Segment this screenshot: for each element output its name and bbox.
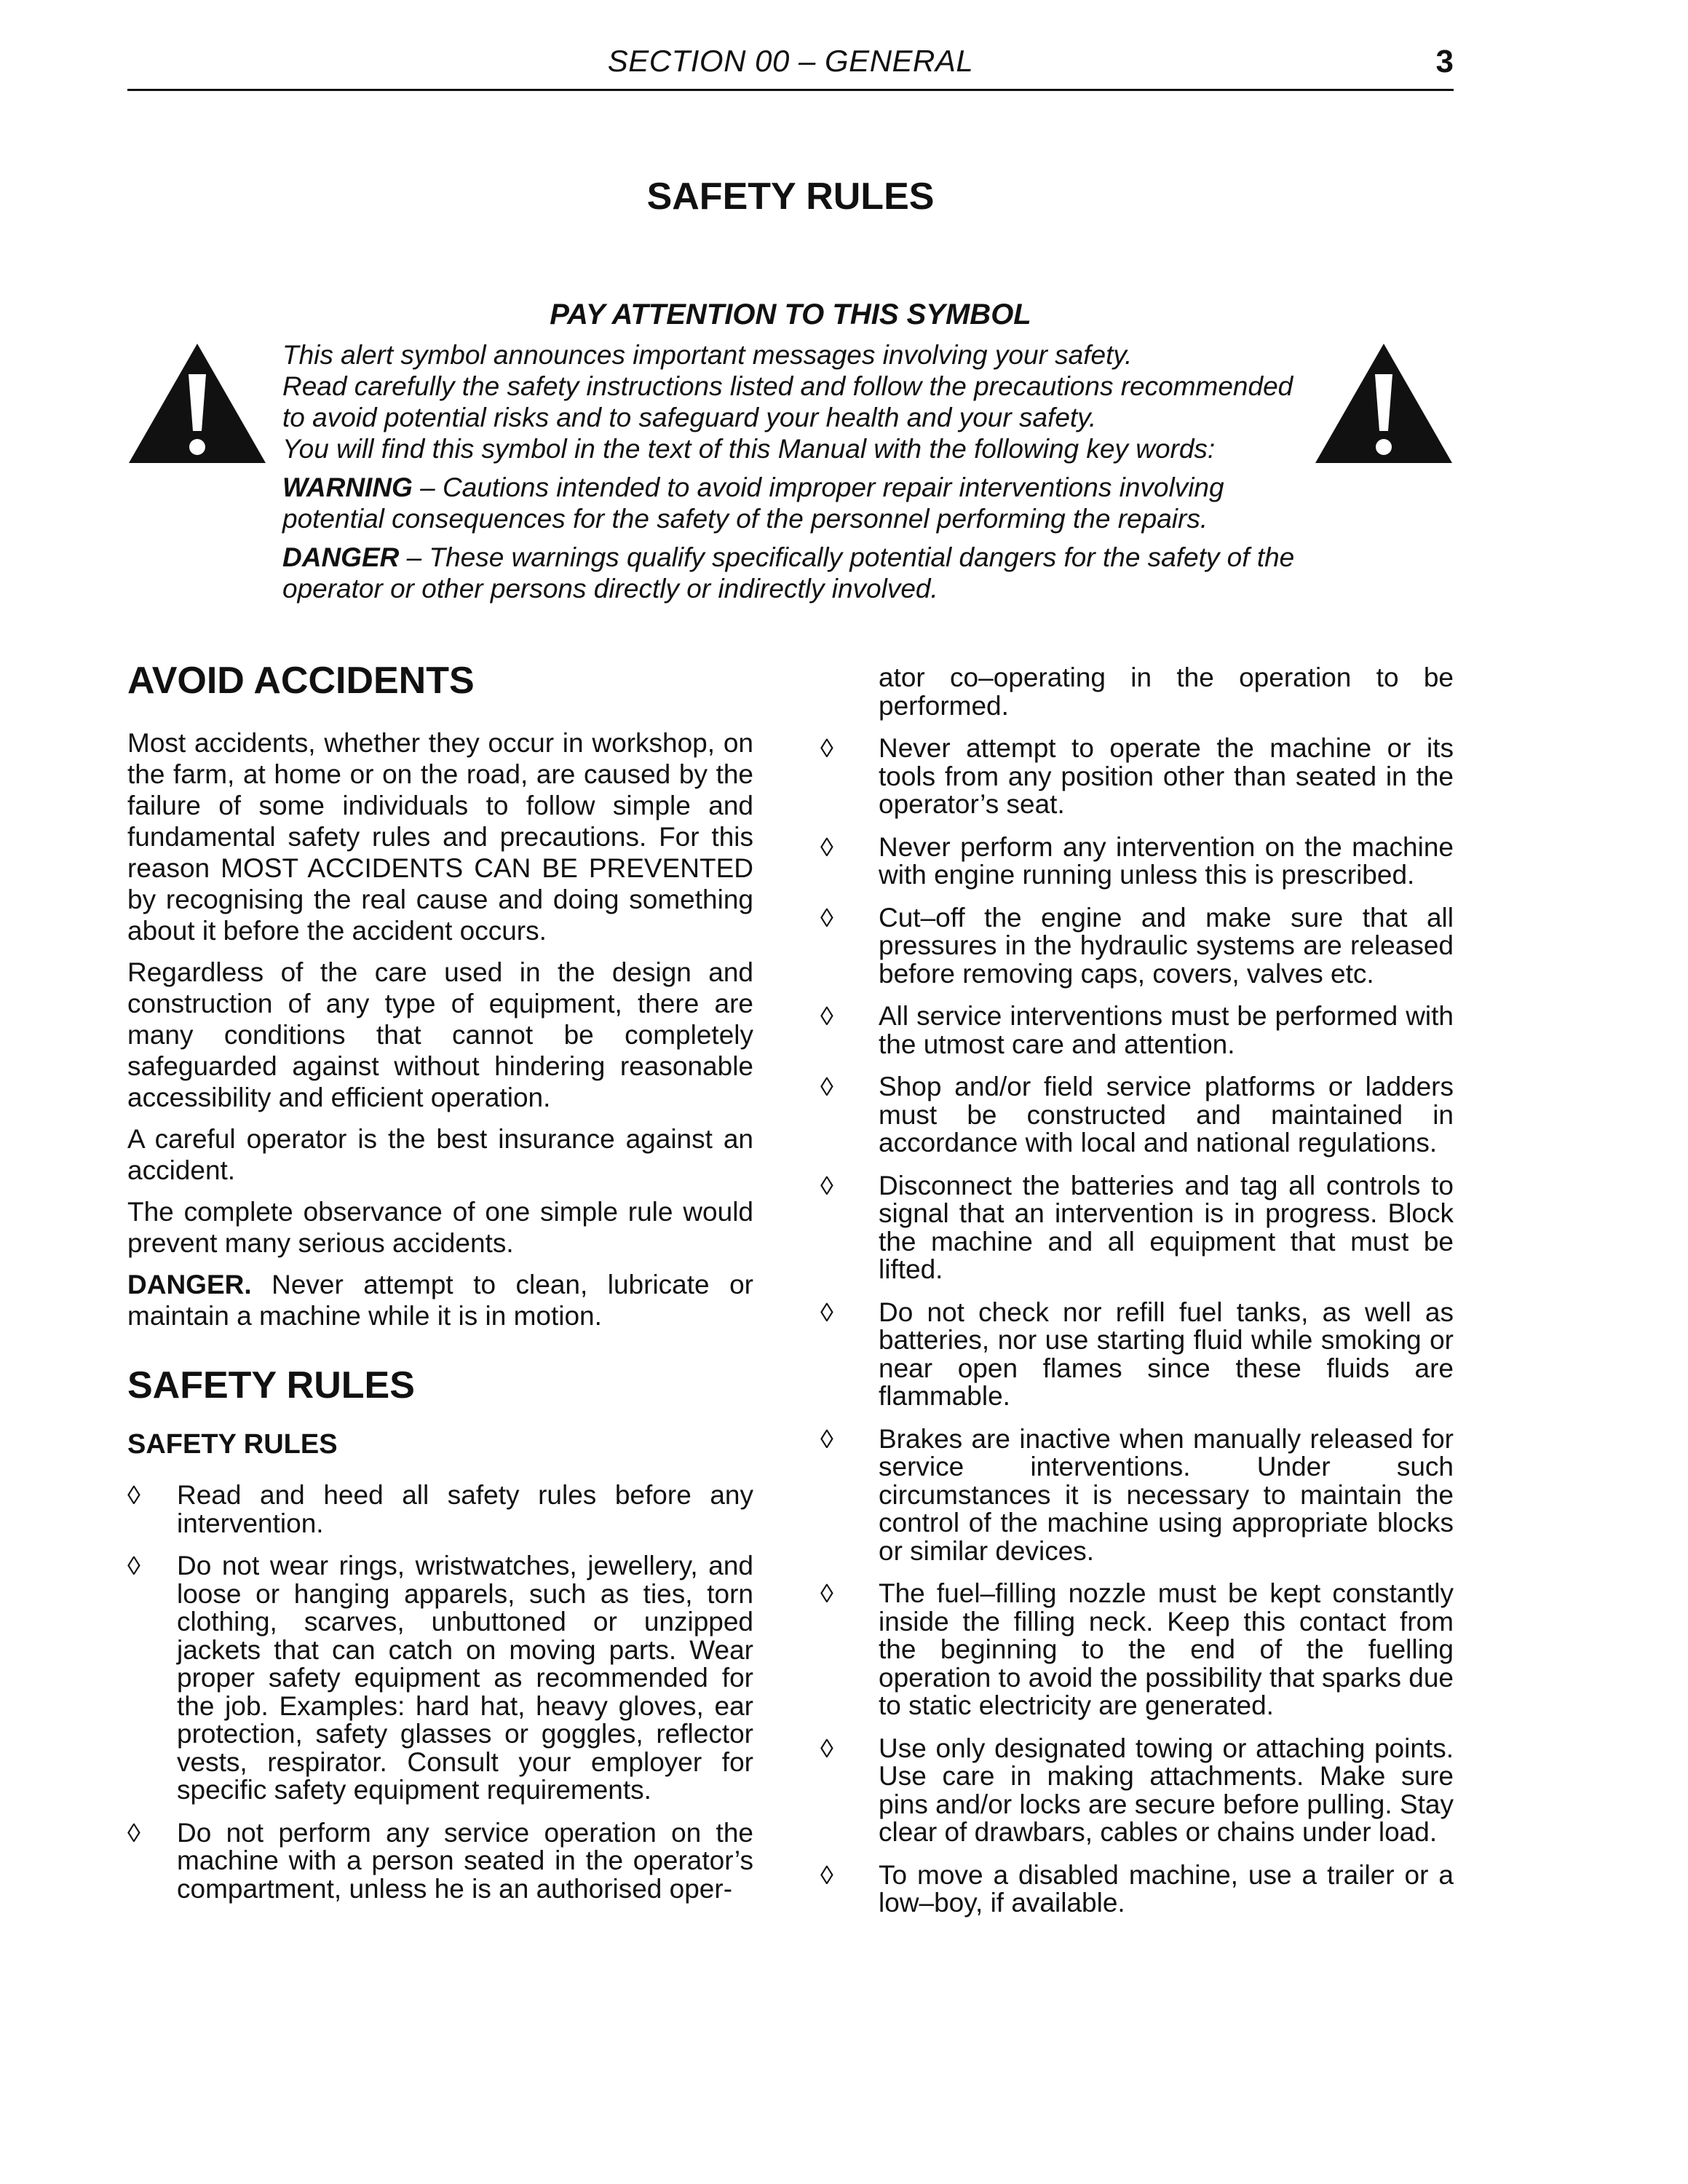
list-item bbox=[820, 1735, 1454, 1847]
list-item-text: Read and heed all safety rules before any intervention. bbox=[177, 1480, 753, 1538]
list-item-text: To move a disabled machine, use a trailer or a low–boy, if available. bbox=[879, 1859, 1454, 1918]
bullet-icon: ◊ bbox=[127, 1480, 140, 1510]
list-item-text: Shop and/or field service platforms or ladders must be constructed and maintained in accordance with local and national regulations. bbox=[879, 1072, 1454, 1158]
danger-text: Never attempt to clean, lubricate or maintain a machine while it is in motion. bbox=[127, 1270, 753, 1331]
safety-rules-heading: SAFETY RULES bbox=[127, 1364, 415, 1406]
warning-definition bbox=[282, 472, 1298, 534]
list-item-text: Brakes are inactive when manually released for service interventions. Under such circumstances it is necessary to maintain the control of the machine using appropriate blocks or similar devices. bbox=[879, 1423, 1454, 1566]
bullet-icon: ◊ bbox=[820, 1423, 833, 1454]
bullet-icon: ◊ bbox=[127, 1551, 140, 1580]
list-item bbox=[127, 1481, 753, 1538]
paragraph: A careful operator is the best insurance against an accident. bbox=[127, 1124, 753, 1185]
bullet-icon: ◊ bbox=[820, 902, 833, 933]
paragraph: The complete observance of one simple rule would prevent many serious accidents. bbox=[127, 1197, 753, 1258]
list-item bbox=[127, 1552, 753, 1805]
list-item-text: Never attempt to operate the machine or its tools from any position other than seated in the operator’s seat. bbox=[879, 733, 1454, 819]
bullet-icon: ◊ bbox=[820, 1001, 833, 1031]
list-item-text: Disconnect the batteries and tag all controls to signal that an intervention is in progress. Block the machine and all equipment that must be lifted. bbox=[879, 1170, 1454, 1284]
list-item-text: Do not wear rings, wristwatches, jewellery, and loose or hanging apparels, such as ties, torn clothing, scarves, unbuttoned or unzipped jackets that can catch on moving parts. Wear proper safety equipment as recommended for the job. Examples: hard hat, heavy gloves, ear protection, safety glasses or goggles, reflector vests, respirator. Consult your employer for specific safety equipment requirements. bbox=[177, 1551, 753, 1805]
warning-text: – Cautions intended to avoid improper repair interventions involving potential consequences for the safety of the personnel performing the repairs. bbox=[282, 472, 1224, 534]
list-item-text: Do not perform any service operation on the machine with a person seated in the operator’s compartment, unless he is an authorised oper- bbox=[177, 1817, 753, 1904]
bullet-icon: ◊ bbox=[820, 1072, 833, 1101]
bullet-icon: ◊ bbox=[820, 1859, 833, 1890]
list-item bbox=[820, 1580, 1454, 1720]
list-item bbox=[820, 1299, 1454, 1411]
bullet-icon: ◊ bbox=[820, 1297, 833, 1327]
list-item bbox=[820, 1073, 1454, 1158]
list-item-text: The fuel–filling nozzle must be kept constantly inside the filling neck. Keep this contact from the beginning to the end of the fuelling operation to avoid the possibility that sparks due to static electricity are generated. bbox=[879, 1578, 1454, 1720]
right-column bbox=[820, 664, 1454, 1932]
page-number: 3 bbox=[1435, 44, 1454, 79]
list-item-text: Do not check nor refill fuel tanks, as well as batteries, nor use starting fluid while smoking or near open flames since these fluids are flammable. bbox=[879, 1297, 1454, 1411]
bullet-icon: ◊ bbox=[820, 831, 833, 862]
danger-label: DANGER bbox=[282, 542, 400, 572]
paragraph: Most accidents, whether they occur in workshop, on the farm, at home or on the road, are caused by the failure of some individuals to follow simple and fundamental safety rules and precautions. For this reason MOST ACCIDENTS CAN BE PREVENTED by recognising the real cause and doing something about it before the accident occurs. bbox=[127, 728, 753, 946]
list-item bbox=[820, 1172, 1454, 1284]
notice-line: Read carefully the safety instructions listed and follow the precautions recommended to avoid potential risks and to safeguard your health and your safety. bbox=[282, 371, 1293, 432]
bullet-icon: ◊ bbox=[820, 1578, 833, 1608]
bullet-icon: ◊ bbox=[820, 1733, 833, 1763]
page-title: SAFETY RULES bbox=[646, 175, 935, 218]
paragraph: Regardless of the care used in the design and construction of any type of equipment, there are many conditions that cannot be completely safeguarded against without hindering reasonable accessibility and efficient operation. bbox=[127, 957, 753, 1112]
list-item bbox=[127, 1819, 753, 1904]
left-column bbox=[127, 659, 753, 1918]
avoid-accidents-heading: AVOID ACCIDENTS bbox=[127, 660, 475, 702]
safety-notice bbox=[282, 339, 1298, 604]
list-item bbox=[820, 1002, 1454, 1059]
danger-paragraph bbox=[127, 1269, 753, 1332]
header-divider bbox=[127, 89, 1454, 91]
bullet-icon: ◊ bbox=[127, 1817, 140, 1848]
rules-list-left bbox=[127, 1481, 753, 1903]
list-item bbox=[820, 1861, 1454, 1918]
continued-text: ator co–operating in the operation to be performed. bbox=[879, 662, 1454, 721]
list-item-text: Never perform any intervention on the machine with engine running unless this is prescribed. bbox=[879, 831, 1454, 890]
alert-triangle-icon bbox=[127, 341, 267, 466]
safety-rules-subheading: SAFETY RULES bbox=[127, 1429, 338, 1460]
bullet-icon: ◊ bbox=[820, 1170, 833, 1200]
bullet-icon: ◊ bbox=[820, 733, 833, 763]
notice-heading: PAY ATTENTION TO THIS SYMBOL bbox=[550, 298, 1031, 331]
list-item-text: Use only designated towing or attaching points. Use care in making attachments. Make sure pins and/or locks are secure before pulling. Stay clear of drawbars, cables or chains under load. bbox=[879, 1733, 1454, 1847]
danger-label: DANGER. bbox=[127, 1270, 252, 1299]
list-item bbox=[820, 831, 1454, 890]
list-item bbox=[820, 904, 1454, 989]
rules-list-right bbox=[820, 735, 1454, 1918]
list-item bbox=[820, 1425, 1454, 1566]
list-item-text: Cut–off the engine and make sure that all pressures in the hydraulic systems are released before removing caps, covers, valves etc. bbox=[879, 902, 1454, 989]
warning-label: WARNING bbox=[282, 472, 413, 502]
list-item bbox=[820, 735, 1454, 819]
notice-line: You will find this symbol in the text of this Manual with the following key words: bbox=[282, 434, 1216, 464]
list-item-text: All service interventions must be performed with the utmost care and attention. bbox=[879, 1001, 1454, 1059]
danger-definition bbox=[282, 542, 1298, 604]
section-header: SECTION 00 – GENERAL bbox=[607, 44, 974, 78]
notice-line: This alert symbol announces important messages involving your safety. bbox=[282, 340, 1133, 370]
alert-triangle-icon bbox=[1314, 341, 1454, 466]
danger-text: – These warnings qualify specifically potential dangers for the safety of the operator or other persons directly or indirectly involved. bbox=[282, 542, 1295, 604]
